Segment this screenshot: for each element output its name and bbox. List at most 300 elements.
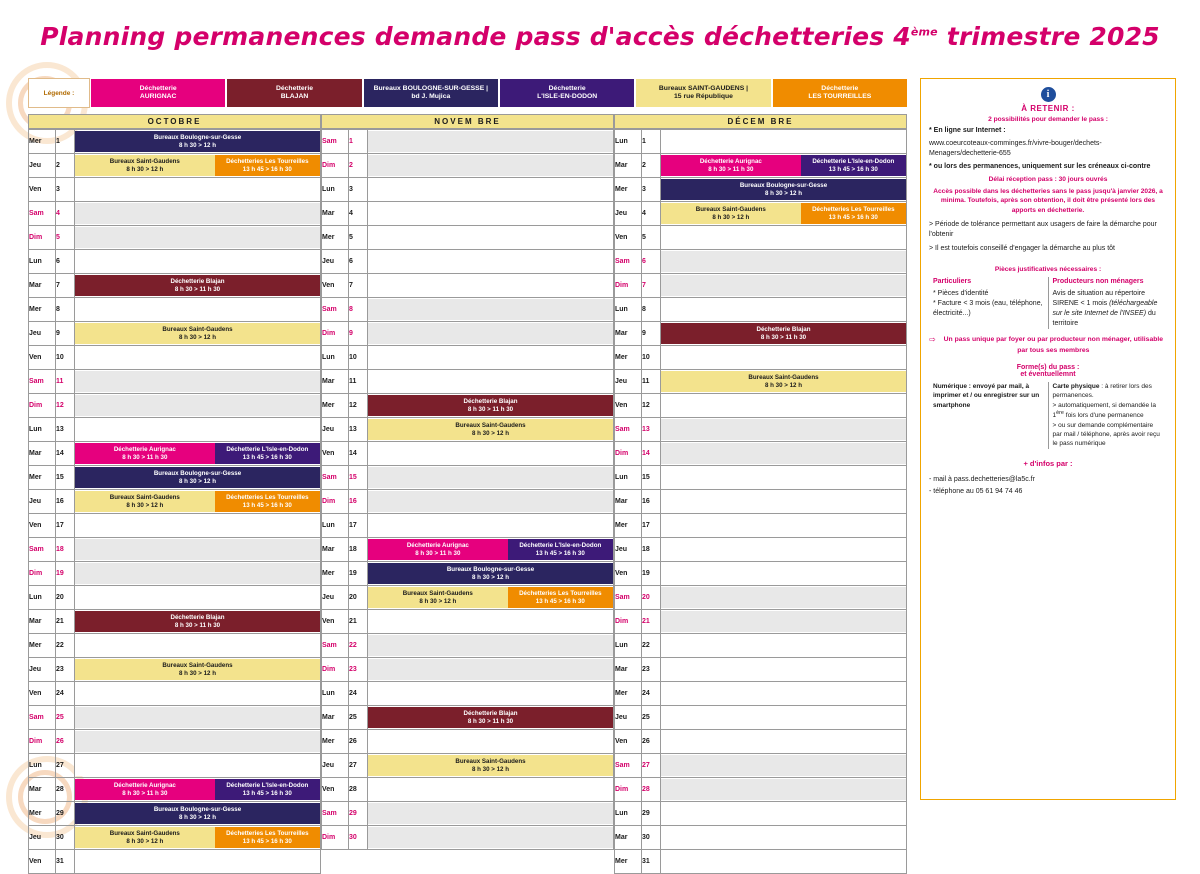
table-row [322,514,614,538]
day-of-week: Ven [29,514,56,538]
day-events [661,682,907,706]
day-of-week: Sam [615,418,642,442]
event-title: Déchetterie L'Isle-en-Dodon [226,445,309,453]
day-of-week: Mar [322,370,349,394]
table-row [322,778,614,802]
table-row [322,634,614,658]
online-url[interactable]: www.coeurcoteaux-comminges.fr/vivre-bouger/dechets-Menagers/dechetterie-655 [929,140,1102,158]
contact-mail[interactable]: - mail à pass.dechetteries@la5c.fr [929,475,1035,483]
table-row [29,298,321,322]
legend-item-line1: Bureaux SAINT-GAUDENS | [658,84,749,92]
month-1 [321,114,614,874]
table-row [615,658,907,682]
table-row [29,466,321,490]
day-of-week: Mar [29,442,56,466]
legend-item-1 [226,78,362,108]
event-block[interactable] [215,155,320,176]
day-number: 11 [642,370,661,394]
event-block[interactable] [75,659,320,680]
month-2 [614,114,907,874]
day-of-week: Jeu [322,754,349,778]
day-of-week: Mar [29,778,56,802]
day-events [368,442,614,466]
day-of-week: Lun [29,418,56,442]
table-row [615,202,907,226]
event-block[interactable] [661,371,906,392]
table-row [322,658,614,682]
day-of-week: Ven [615,394,642,418]
day-of-week: Dim [322,658,349,682]
event-title: Déchetterie Blajan [756,325,811,333]
day-of-week: Jeu [615,706,642,730]
sirene-text-c: du territoire [1052,310,1156,328]
day-of-week: Lun [322,682,349,706]
table-row [322,802,614,826]
day-of-week: Jeu [29,658,56,682]
day-number: 20 [642,586,661,610]
legend-item-line2: bd J. Mujica [411,93,451,100]
day-events [368,610,614,634]
docs-col-producteurs [1048,277,1168,330]
day-of-week: Ven [322,778,349,802]
event-title: Déchetterie Aurignac [406,541,469,549]
event-title: Bureaux Saint-Gaudens [455,757,526,765]
docs-item-id: * Pièces d'identité [933,289,989,297]
day-events [368,514,614,538]
day-number: 18 [642,538,661,562]
table-row [29,130,321,154]
day-of-week: Lun [615,298,642,322]
event-block[interactable] [368,755,613,776]
table-row [322,682,614,706]
day-of-week: Dim [322,154,349,178]
table-row [322,490,614,514]
docs-col-left-title: Particuliers [933,277,972,285]
day-of-week: Mar [29,610,56,634]
event-title: Déchetterie Blajan [170,613,225,621]
table-row [615,370,907,394]
legend-item-line2: AURIGNAC [139,93,177,100]
event-title: Bureaux Saint-Gaudens [109,157,180,165]
legend-item-3 [499,78,635,108]
day-events [368,706,614,730]
table-row [29,346,321,370]
day-number: 16 [349,490,368,514]
day-of-week: Mer [322,394,349,418]
event-block[interactable] [75,131,320,152]
day-of-week: Mer [322,226,349,250]
day-of-week: Sam [322,130,349,154]
contact-block [929,474,1167,498]
day-of-week: Mer [615,514,642,538]
table-row [29,538,321,562]
event-block[interactable] [75,155,215,176]
table-row [322,346,614,370]
table-row [615,154,907,178]
day-of-week: Jeu [29,322,56,346]
table-row [615,346,907,370]
day-of-week: Dim [322,826,349,850]
day-number: 14 [349,442,368,466]
event-hours: 13 h 45 > 16 h 30 [242,165,292,173]
event-hours: 8 h 30 > 11 h 30 [122,453,168,461]
day-of-week: Ven [615,730,642,754]
event-title: Déchetteries Les Tourreilles [519,589,602,597]
event-block[interactable] [801,155,906,176]
day-events [661,442,907,466]
event-block[interactable] [661,323,906,344]
day-events [75,346,321,370]
event-hours: 13 h 45 > 16 h 30 [535,597,585,605]
day-number: 21 [56,610,75,634]
day-events [75,466,321,490]
event-hours: 13 h 45 > 16 h 30 [242,837,292,845]
day-number: 30 [642,826,661,850]
day-number: 27 [56,754,75,778]
day-events [661,658,907,682]
event-block[interactable] [75,467,320,488]
day-events [368,370,614,394]
day-of-week: Dim [615,610,642,634]
table-row [29,586,321,610]
day-of-week: Mar [322,538,349,562]
event-title: Déchetterie L'Isle-en-Dodon [226,781,309,789]
day-of-week: Sam [322,802,349,826]
event-block[interactable] [661,179,906,200]
day-of-week: Jeu [29,490,56,514]
day-events [661,202,907,226]
table-row [29,154,321,178]
day-number: 17 [349,514,368,538]
day-of-week: Dim [29,226,56,250]
day-events [368,562,614,586]
day-events [368,466,614,490]
event-title: Bureaux Saint-Gaudens [162,661,233,669]
event-block[interactable] [368,395,613,416]
day-number: 1 [56,130,75,154]
day-events [661,178,907,202]
forme-title [929,364,1167,378]
event-block[interactable] [368,563,613,584]
day-number: 1 [642,130,661,154]
table-row [615,130,907,154]
table-row [615,394,907,418]
day-events [75,250,321,274]
event-hours: 8 h 30 > 11 h 30 [760,333,807,341]
table-row [29,178,321,202]
permanence-label: * ou lors des permanences, uniquement sur les créneaux ci-contre [929,163,1151,171]
event-block[interactable] [75,611,320,632]
day-events [661,490,907,514]
event-block[interactable] [508,539,613,560]
event-block[interactable] [368,419,613,440]
table-row [29,514,321,538]
day-events [75,298,321,322]
day-number: 2 [349,154,368,178]
legend [28,78,908,108]
day-events [75,562,321,586]
day-of-week: Ven [29,346,56,370]
day-number: 19 [56,562,75,586]
event-block[interactable] [368,587,508,608]
table-row [615,706,907,730]
event-hours: 13 h 45 > 16 h 30 [828,213,878,221]
day-number: 4 [56,202,75,226]
table-row [29,490,321,514]
forme-columns [929,382,1167,449]
docs-item-sirene [1053,289,1164,330]
event-block[interactable] [75,275,320,296]
legend-item-2 [363,78,499,108]
event-block[interactable] [75,491,215,512]
day-events [75,706,321,730]
day-number: 29 [642,802,661,826]
day-number: 14 [642,442,661,466]
day-number: 4 [642,202,661,226]
month-table [28,129,321,874]
day-number: 7 [642,274,661,298]
month-header: NOVEM BRE [321,114,614,129]
info-icon: i [1041,87,1056,102]
table-row [29,274,321,298]
day-of-week: Mar [615,154,642,178]
day-of-week: Mar [322,706,349,730]
table-row [29,634,321,658]
day-events [661,418,907,442]
day-number: 29 [349,802,368,826]
day-number: 28 [642,778,661,802]
event-block[interactable] [801,203,906,224]
table-row [322,370,614,394]
day-events [75,202,321,226]
event-block[interactable] [508,587,613,608]
legend-label: Légende : [28,78,90,108]
day-number: 15 [349,466,368,490]
event-hours: 8 h 30 > 12 h [419,597,457,605]
day-events [661,130,907,154]
event-hours: 13 h 45 > 16 h 30 [242,453,292,461]
day-events [661,778,907,802]
table-row [615,298,907,322]
event-block[interactable] [661,203,801,224]
table-row [322,418,614,442]
day-number: 24 [642,682,661,706]
event-block[interactable] [75,779,215,800]
day-number: 14 [56,442,75,466]
day-of-week: Mer [615,178,642,202]
event-hours: 13 h 45 > 16 h 30 [828,165,878,173]
day-number: 4 [349,202,368,226]
table-row [615,682,907,706]
day-number: 28 [56,778,75,802]
event-hours: 13 h 45 > 16 h 30 [535,549,585,557]
event-block[interactable] [75,803,320,824]
day-number: 28 [349,778,368,802]
table-row [615,754,907,778]
day-events [75,730,321,754]
day-of-week: Lun [615,802,642,826]
event-hours: 8 h 30 > 11 h 30 [415,549,461,557]
day-number: 16 [642,490,661,514]
day-of-week: Dim [615,442,642,466]
day-of-week: Mar [615,490,642,514]
event-block[interactable] [215,827,320,848]
day-number: 19 [642,562,661,586]
day-number: 2 [56,154,75,178]
day-of-week: Mar [615,826,642,850]
event-title: Bureaux Boulogne-sur-Gesse [446,565,535,573]
day-of-week: Jeu [29,826,56,850]
event-block[interactable] [661,155,801,176]
day-events [661,850,907,874]
event-block[interactable] [75,323,320,344]
day-number: 22 [642,634,661,658]
day-events [368,130,614,154]
forme-physique-sup: ère [1056,410,1064,416]
day-number: 13 [56,418,75,442]
infos-title: + d'infos par : [1023,458,1073,468]
event-hours: 8 h 30 > 11 h 30 [174,285,221,293]
event-title: Déchetterie L'Isle-en-Dodon [519,541,602,549]
table-row [615,514,907,538]
day-number: 12 [56,394,75,418]
table-row [615,418,907,442]
table-row [615,634,907,658]
day-number: 31 [56,850,75,874]
event-title: Déchetterie Blajan [463,397,518,405]
day-events [75,274,321,298]
table-row [29,418,321,442]
day-of-week: Lun [615,466,642,490]
day-number: 11 [349,370,368,394]
event-hours: 8 h 30 > 12 h [179,669,216,677]
day-number: 2 [642,154,661,178]
unique-pass-note [929,335,1167,355]
day-events [368,490,614,514]
event-block[interactable] [75,827,215,848]
event-title: Bureaux Saint-Gaudens [109,829,180,837]
event-hours: 8 h 30 > 12 h [179,333,216,341]
event-block[interactable] [215,491,320,512]
event-block[interactable] [75,443,215,464]
day-events [661,466,907,490]
info-panel [920,78,1176,800]
event-block[interactable] [368,707,613,728]
day-number: 24 [349,682,368,706]
day-number: 3 [56,178,75,202]
arrow-right-icon: ⇨ [929,335,936,345]
day-of-week: Lun [29,754,56,778]
day-of-week: Sam [29,202,56,226]
day-number: 9 [642,322,661,346]
event-hours: 8 h 30 > 11 h 30 [122,789,168,797]
day-number: 27 [349,754,368,778]
forme-col-physique [1048,382,1168,449]
day-events [75,514,321,538]
day-of-week: Mar [615,322,642,346]
event-hours: 8 h 30 > 12 h [126,501,164,509]
table-row [322,754,614,778]
day-number: 22 [349,634,368,658]
legend-item-line1: Déchetterie [821,84,859,92]
day-of-week: Sam [615,754,642,778]
event-title: Déchetterie Aurignac [113,781,176,789]
day-number: 26 [642,730,661,754]
day-events [368,394,614,418]
day-of-week: Lun [615,130,642,154]
day-of-week: Jeu [29,154,56,178]
day-events [368,754,614,778]
table-row [615,274,907,298]
day-events [661,154,907,178]
day-number: 19 [349,562,368,586]
table-row [29,250,321,274]
day-number: 18 [56,538,75,562]
event-block[interactable] [215,779,320,800]
day-events [661,370,907,394]
day-number: 15 [642,466,661,490]
event-block[interactable] [215,443,320,464]
day-events [661,634,907,658]
event-hours: 8 h 30 > 12 h [472,765,509,773]
day-events [368,826,614,850]
day-events [75,538,321,562]
event-block[interactable] [368,539,508,560]
table-row [615,730,907,754]
day-of-week: Ven [29,850,56,874]
day-of-week: Lun [615,634,642,658]
day-number: 25 [349,706,368,730]
table-row [615,442,907,466]
table-row [29,322,321,346]
day-events [661,394,907,418]
day-events [368,298,614,322]
table-row [322,826,614,850]
delay-text: Délai réception pass : 30 jours ouvrés [988,175,1108,183]
day-of-week: Dim [322,490,349,514]
day-events [75,586,321,610]
day-of-week: Ven [322,274,349,298]
docs-columns [929,277,1167,330]
table-row [322,202,614,226]
event-title: Bureaux Boulogne-sur-Gesse [153,133,242,141]
day-number: 16 [56,490,75,514]
event-title: Déchetterie Aurignac [699,157,762,165]
online-label: * En ligne sur Internet : [929,127,1006,134]
event-title: Bureaux Saint-Gaudens [109,493,180,501]
day-number: 26 [56,730,75,754]
day-events [368,274,614,298]
month-header: DÉCEM BRE [614,114,907,129]
forme-physique-b [1053,401,1164,421]
day-events [368,538,614,562]
day-events [661,322,907,346]
event-title: Bureaux Boulogne-sur-Gesse [153,469,242,477]
day-number: 5 [56,226,75,250]
day-of-week: Dim [29,562,56,586]
calendar [28,114,908,874]
day-of-week: Mer [615,850,642,874]
contact-phone: - téléphone au 05 61 94 74 46 [929,487,1023,495]
legend-item-line1: Déchetterie [275,84,313,92]
day-events [661,514,907,538]
day-number: 15 [56,466,75,490]
day-number: 7 [349,274,368,298]
month-table [321,129,614,850]
day-events [368,250,614,274]
day-events [75,754,321,778]
day-of-week: Dim [615,778,642,802]
